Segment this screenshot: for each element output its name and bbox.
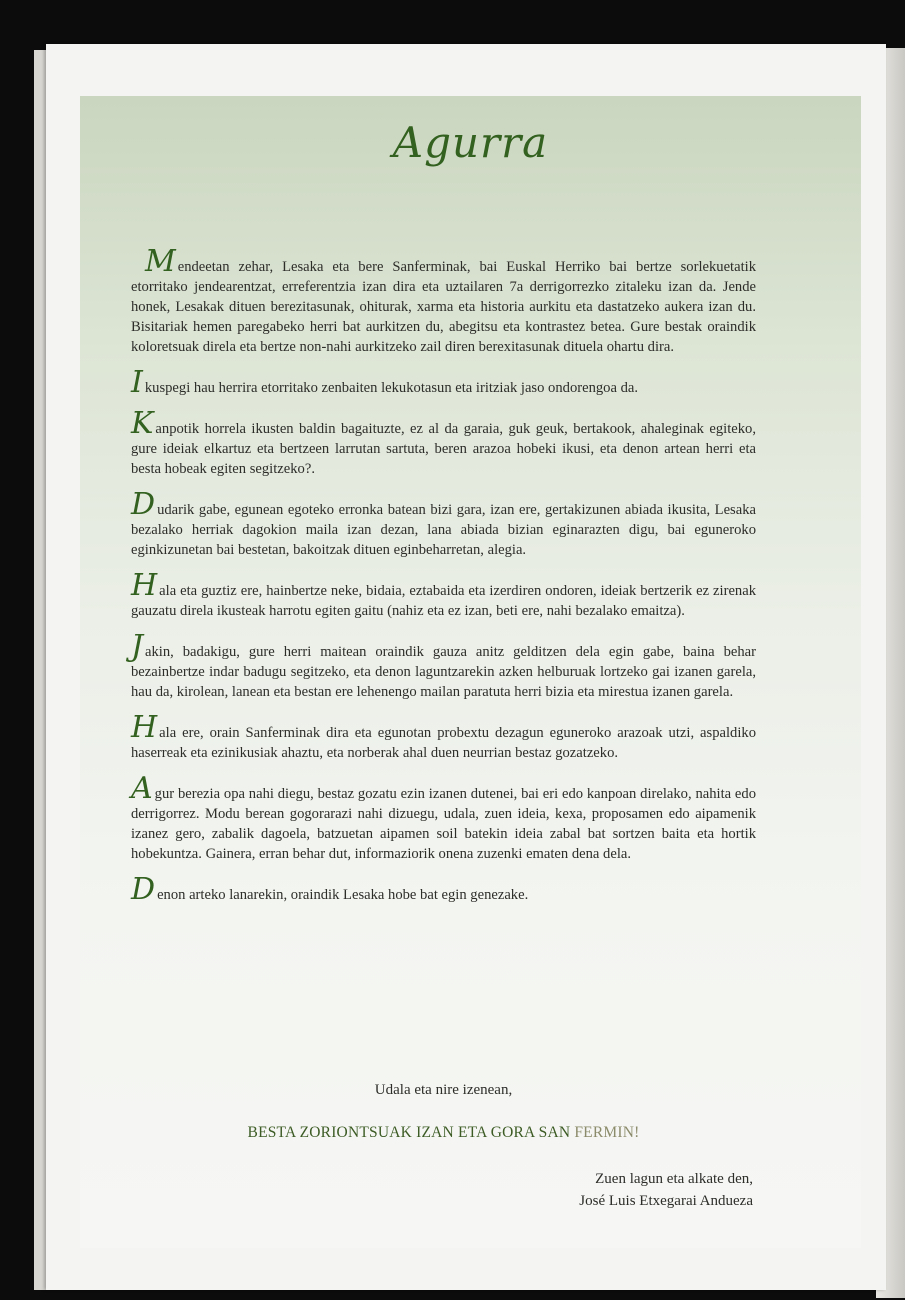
paragraph bbox=[131, 568, 756, 621]
signature-name: José Luis Etxegarai Andueza bbox=[579, 1193, 753, 1209]
initial-letter: D bbox=[131, 487, 156, 522]
paragraph-text: ala ere, orain Sanferminak dira eta egunotan probextu dezagun eguneroko arazoak utzi, aspaldiko haserreak eta ezinikusiak ahaztu, eta norberak ahal duen neurrian bestaz gozatzeko. bbox=[131, 725, 756, 761]
paragraph-text: gur berezia opa nahi diegu, bestaz gozatu ezin izanen dutenei, bai eri edo kanpoan direlako, nahita edo derrigorrez. Modu berean gogorarazi nahi dizuegu, udala, zuen ideia, kexa, proposamen edo aipamenik izanez gero, zabalik dagoela, batzuetan aipamen soil batekin ideia zabal bat sortzen baita eta hortik hobekuntza. Gainera, erran behar dut, informaziorik onena zuzenki ematen dena dela. bbox=[131, 786, 756, 862]
paragraph-text: enon arteko lanarekin, oraindik Lesaka hobe bat egin genezake. bbox=[157, 887, 529, 903]
paragraph-text: endeetan zehar, Lesaka eta bere Sanferminak, bai Euskal Herriko bai bertze sorlekuetatik etorritako jendearentzat, erreferentzia izan dira eta uztailaren 7a derrigorrezko zitaleku izan da. Jende honek, Lesakak dituen berezitasunak, ohiturak, xarma eta historia aurkitu eta dastatzeko aukera izan du. Bisitariak hemen paregabeko herri bat aurkitzen du, abegitsu eta kontrastez betea. Gure bestak oraindik koloretsuak direla eta bertze non-nahi aurkitzeko zail diren berexitasunak dituela ohartu dira. bbox=[131, 259, 756, 355]
initial-letter: H bbox=[131, 568, 158, 603]
paragraph bbox=[131, 771, 756, 864]
paragraph bbox=[131, 406, 756, 479]
paragraph bbox=[131, 872, 756, 907]
paragraph bbox=[131, 365, 756, 400]
paragraph-text: kuspegi hau herrira etorritako zenbaiten lekukotasun eta iritziak jaso ondorengoa da. bbox=[144, 380, 639, 396]
paragraph-text: akin, badakigu, gure herri maitean oraindik gauza anitz gelditzen dela egin gabe, baina behar bezainbertze indar badugu segitzeko, eta denon laguntzarekin azken helburuak lortzeko gai izanen garela, hau da, kirolean, lanean eta bestan ere lehenengo mailan paratuta herri bizia eta mirestua izanen garela. bbox=[131, 644, 756, 700]
initial-letter: D bbox=[131, 872, 156, 907]
paragraph-text: ala eta guztiz ere, hainbertze neke, bidaia, eztabaida eta izerdiren ondoren, ideiak bertzerik ez zirenak gauzatu direla ikusteak harrotu egiten gaitu (nahiz eta ez izan, beti ere, nahi bezalako emaitza). bbox=[131, 583, 756, 619]
initial-letter: H bbox=[131, 710, 158, 745]
signature-role: Zuen lagun eta alkate den, bbox=[595, 1171, 753, 1187]
initial-letter: J bbox=[131, 629, 144, 664]
page-title: Agurra bbox=[392, 118, 549, 167]
motto-main: BESTA ZORIONTSUAK IZAN ETA GORA SAN bbox=[247, 1124, 575, 1141]
paragraph bbox=[131, 629, 756, 702]
paragraph bbox=[131, 244, 756, 357]
motto-tail: FERMIN! bbox=[574, 1124, 640, 1141]
paragraph-text: udarik gabe, egunean egoteko erronka batean bizi gara, izan ere, gertakizunen abiada ikusita, Lesaka bezalako herriak dagokion maila izan dezan, lana abiada bizian eginarazten digu, bai eguneroko eginkizunetan bai bestetan, bakoitzak dituen eginbeharretan, alegia. bbox=[131, 502, 756, 558]
initial-letter: A bbox=[131, 771, 153, 806]
closing-line: Udala eta nire izenean, bbox=[374, 1082, 513, 1098]
paragraph-text: anpotik horrela ikusten baldin bagaituzte, ez al da garaia, guk geuk, bertakook, ahaleginak egiteko, gure ideiak elkartuz eta bertzeen larrutan sartuta, beren arazoa hobeki ikusi, eta denon artean herri eta besta hobeak egiten segitzeko?. bbox=[131, 421, 756, 477]
festival-motto bbox=[131, 1124, 756, 1142]
initial-letter: M bbox=[145, 244, 176, 279]
initial-letter: K bbox=[131, 406, 154, 441]
letter-body bbox=[131, 244, 756, 924]
paragraph bbox=[131, 487, 756, 560]
paragraph bbox=[131, 710, 756, 763]
initial-letter: I bbox=[131, 365, 143, 400]
signature-block bbox=[579, 1168, 753, 1212]
